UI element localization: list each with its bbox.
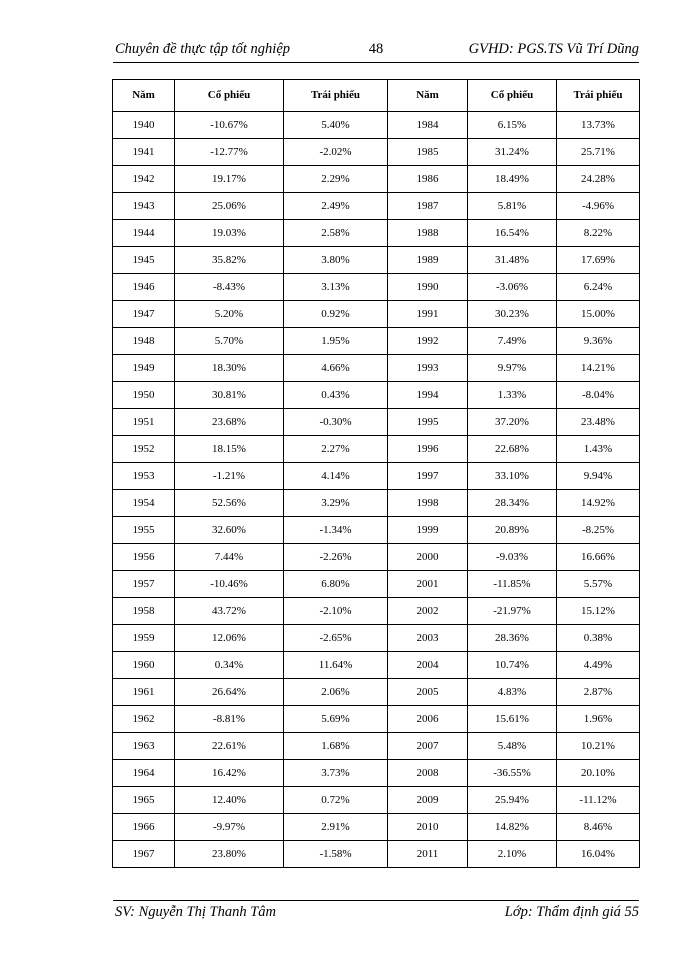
table-cell: -8.43%	[175, 274, 284, 301]
thesis-title: Chuyên đề thực tập tốt nghiệp	[115, 41, 291, 57]
supervisor: GVHD: PGS.TS Vũ Trí Dũng	[468, 41, 639, 57]
table-row	[113, 463, 640, 490]
table-cell: 4.83%	[468, 679, 557, 706]
table-cell: 14.21%	[557, 355, 640, 382]
table-cell: 2009	[388, 787, 468, 814]
table-cell: 16.42%	[175, 760, 284, 787]
table-cell: 4.14%	[284, 463, 388, 490]
table-cell: -1.21%	[175, 463, 284, 490]
table-cell: 16.04%	[557, 841, 640, 868]
table-row	[113, 841, 640, 868]
table-header-row	[113, 80, 640, 112]
table-cell: 28.34%	[468, 490, 557, 517]
table-cell: 2.87%	[557, 679, 640, 706]
table-cell: 1.68%	[284, 733, 388, 760]
table-cell: -10.67%	[175, 112, 284, 139]
table-cell: -21.97%	[468, 598, 557, 625]
table-cell: -4.96%	[557, 193, 640, 220]
student-name: SV: Nguyễn Thị Thanh Tâm	[115, 904, 276, 920]
table-cell: 3.29%	[284, 490, 388, 517]
table-cell: 0.43%	[284, 382, 388, 409]
table-row	[113, 490, 640, 517]
table-cell: 1952	[113, 436, 175, 463]
table-cell: -9.03%	[468, 544, 557, 571]
table-cell: 13.73%	[557, 112, 640, 139]
table-cell: 31.48%	[468, 247, 557, 274]
table-cell: 1992	[388, 328, 468, 355]
table-cell: 2.27%	[284, 436, 388, 463]
table-row	[113, 382, 640, 409]
table-cell: 15.61%	[468, 706, 557, 733]
table-cell: -10.46%	[175, 571, 284, 598]
table-cell: 2.10%	[468, 841, 557, 868]
table-cell: 5.48%	[468, 733, 557, 760]
table-cell: 1959	[113, 625, 175, 652]
page-footer	[113, 900, 639, 923]
table-cell: 19.03%	[175, 220, 284, 247]
table-cell: 2010	[388, 814, 468, 841]
table-cell: 12.06%	[175, 625, 284, 652]
table-row	[113, 625, 640, 652]
table-cell: 1.96%	[557, 706, 640, 733]
table-cell: -0.30%	[284, 409, 388, 436]
table-cell: 9.36%	[557, 328, 640, 355]
table-cell: 1.95%	[284, 328, 388, 355]
table-cell: 14.82%	[468, 814, 557, 841]
table-cell: 1949	[113, 355, 175, 382]
class-name: Lớp: Thẩm định giá 55	[504, 904, 639, 920]
table-cell: 2011	[388, 841, 468, 868]
table-cell: 18.15%	[175, 436, 284, 463]
table-cell: 6.80%	[284, 571, 388, 598]
table-cell: 1985	[388, 139, 468, 166]
table-cell: 2004	[388, 652, 468, 679]
table-cell: 17.69%	[557, 247, 640, 274]
table-cell: 1955	[113, 517, 175, 544]
table-row	[113, 733, 640, 760]
table-cell: 25.06%	[175, 193, 284, 220]
table-cell: 30.23%	[468, 301, 557, 328]
table-cell: 6.15%	[468, 112, 557, 139]
table-cell: 1988	[388, 220, 468, 247]
table-cell: 1986	[388, 166, 468, 193]
table-row	[113, 544, 640, 571]
table-body	[113, 112, 640, 868]
table-row	[113, 193, 640, 220]
table-cell: -11.12%	[557, 787, 640, 814]
table-row	[113, 274, 640, 301]
table-cell: -3.06%	[468, 274, 557, 301]
table-row	[113, 355, 640, 382]
table-cell: 15.12%	[557, 598, 640, 625]
table-cell: 7.44%	[175, 544, 284, 571]
table-cell: 1990	[388, 274, 468, 301]
table-cell: 1946	[113, 274, 175, 301]
table-cell: 5.20%	[175, 301, 284, 328]
table-cell: 5.40%	[284, 112, 388, 139]
table-cell: 0.72%	[284, 787, 388, 814]
table-cell: 1947	[113, 301, 175, 328]
table-cell: 14.92%	[557, 490, 640, 517]
table-cell: -1.34%	[284, 517, 388, 544]
table-cell: -2.10%	[284, 598, 388, 625]
table-row	[113, 598, 640, 625]
table-row	[113, 112, 640, 139]
table-cell: 28.36%	[468, 625, 557, 652]
table-cell: 1999	[388, 517, 468, 544]
table-cell: 3.73%	[284, 760, 388, 787]
table-cell: 23.80%	[175, 841, 284, 868]
table-row	[113, 679, 640, 706]
table-cell: -2.65%	[284, 625, 388, 652]
table-cell: 2003	[388, 625, 468, 652]
table-cell: -11.85%	[468, 571, 557, 598]
table-cell: 25.94%	[468, 787, 557, 814]
table-row	[113, 328, 640, 355]
table-cell: 22.61%	[175, 733, 284, 760]
table-cell: 1958	[113, 598, 175, 625]
table-cell: 5.57%	[557, 571, 640, 598]
table-cell: 33.10%	[468, 463, 557, 490]
table-cell: 3.13%	[284, 274, 388, 301]
table-cell: 1964	[113, 760, 175, 787]
table-cell: 2002	[388, 598, 468, 625]
table-cell: -1.58%	[284, 841, 388, 868]
table-cell: 5.70%	[175, 328, 284, 355]
table-cell: 1998	[388, 490, 468, 517]
table-cell: 43.72%	[175, 598, 284, 625]
table-cell: 16.66%	[557, 544, 640, 571]
table-cell: 1991	[388, 301, 468, 328]
table-cell: 8.22%	[557, 220, 640, 247]
table-row	[113, 814, 640, 841]
table-cell: 52.56%	[175, 490, 284, 517]
table-cell: 1997	[388, 463, 468, 490]
column-header: Cổ phiếu	[468, 80, 557, 112]
table-cell: 1994	[388, 382, 468, 409]
table-cell: 2006	[388, 706, 468, 733]
table-cell: 3.80%	[284, 247, 388, 274]
table-cell: 18.30%	[175, 355, 284, 382]
page-header	[113, 40, 639, 63]
table-cell: 1957	[113, 571, 175, 598]
table-row	[113, 409, 640, 436]
table-cell: 1995	[388, 409, 468, 436]
column-header: Trái phiếu	[557, 80, 640, 112]
table-cell: 4.66%	[284, 355, 388, 382]
table-cell: 1966	[113, 814, 175, 841]
table-cell: 9.97%	[468, 355, 557, 382]
table-cell: 1960	[113, 652, 175, 679]
table-cell: 1948	[113, 328, 175, 355]
table-cell: 1.43%	[557, 436, 640, 463]
table-cell: 1987	[388, 193, 468, 220]
table-cell: 1940	[113, 112, 175, 139]
table-cell: -8.81%	[175, 706, 284, 733]
table-cell: 1954	[113, 490, 175, 517]
table-cell: -8.04%	[557, 382, 640, 409]
table-cell: 2.06%	[284, 679, 388, 706]
table-row	[113, 139, 640, 166]
table-cell: 2007	[388, 733, 468, 760]
table-cell: 23.68%	[175, 409, 284, 436]
table-cell: 20.10%	[557, 760, 640, 787]
table-cell: 1950	[113, 382, 175, 409]
column-header: Năm	[388, 80, 468, 112]
table-row	[113, 760, 640, 787]
table-cell: 1943	[113, 193, 175, 220]
table-cell: 1961	[113, 679, 175, 706]
table-cell: 7.49%	[468, 328, 557, 355]
table-cell: -9.97%	[175, 814, 284, 841]
table-cell: 24.28%	[557, 166, 640, 193]
column-header: Cổ phiếu	[175, 80, 284, 112]
table-cell: 1944	[113, 220, 175, 247]
table-cell: 11.64%	[284, 652, 388, 679]
table-cell: 2005	[388, 679, 468, 706]
table-cell: 5.69%	[284, 706, 388, 733]
table-cell: 0.38%	[557, 625, 640, 652]
table-cell: 1945	[113, 247, 175, 274]
table-cell: 22.68%	[468, 436, 557, 463]
table-cell: 1942	[113, 166, 175, 193]
table-row	[113, 301, 640, 328]
table-cell: 1996	[388, 436, 468, 463]
column-header: Trái phiếu	[284, 80, 388, 112]
table-row	[113, 571, 640, 598]
table-cell: 19.17%	[175, 166, 284, 193]
table-cell: 1956	[113, 544, 175, 571]
table-cell: 30.81%	[175, 382, 284, 409]
page-number: 48	[368, 41, 384, 57]
table-cell: 8.46%	[557, 814, 640, 841]
table-row	[113, 787, 640, 814]
table-row	[113, 247, 640, 274]
table-cell: 23.48%	[557, 409, 640, 436]
table-cell: 1984	[388, 112, 468, 139]
table-cell: -2.02%	[284, 139, 388, 166]
table-cell: 0.92%	[284, 301, 388, 328]
table-cell: 1.33%	[468, 382, 557, 409]
table-cell: 1965	[113, 787, 175, 814]
table-cell: 18.49%	[468, 166, 557, 193]
table-cell: 9.94%	[557, 463, 640, 490]
table-cell: 6.24%	[557, 274, 640, 301]
table-cell: 2.91%	[284, 814, 388, 841]
table-row	[113, 166, 640, 193]
table-cell: 10.21%	[557, 733, 640, 760]
table-cell: 1993	[388, 355, 468, 382]
table-cell: 37.20%	[468, 409, 557, 436]
table-cell: 2.49%	[284, 193, 388, 220]
column-header: Năm	[113, 80, 175, 112]
table-cell: 1951	[113, 409, 175, 436]
table-cell: 2.29%	[284, 166, 388, 193]
table-cell: 2000	[388, 544, 468, 571]
returns-table	[112, 79, 640, 868]
table-cell: 1989	[388, 247, 468, 274]
table-cell: -8.25%	[557, 517, 640, 544]
table-cell: 16.54%	[468, 220, 557, 247]
table-cell: 25.71%	[557, 139, 640, 166]
table-row	[113, 652, 640, 679]
table-cell: 20.89%	[468, 517, 557, 544]
table-cell: 10.74%	[468, 652, 557, 679]
table-cell: 1967	[113, 841, 175, 868]
table-cell: 0.34%	[175, 652, 284, 679]
table-cell: -12.77%	[175, 139, 284, 166]
table-cell: 1953	[113, 463, 175, 490]
table-cell: 4.49%	[557, 652, 640, 679]
table-row	[113, 706, 640, 733]
table-cell: 2001	[388, 571, 468, 598]
table-cell: 5.81%	[468, 193, 557, 220]
table-cell: 32.60%	[175, 517, 284, 544]
table-cell: 26.64%	[175, 679, 284, 706]
table-row	[113, 436, 640, 463]
table-cell: -36.55%	[468, 760, 557, 787]
table-cell: 12.40%	[175, 787, 284, 814]
table-cell: 1941	[113, 139, 175, 166]
table-cell: 1962	[113, 706, 175, 733]
table-cell: 35.82%	[175, 247, 284, 274]
table-cell: 31.24%	[468, 139, 557, 166]
table-cell: 15.00%	[557, 301, 640, 328]
table-row	[113, 220, 640, 247]
table-row	[113, 517, 640, 544]
table-cell: 2008	[388, 760, 468, 787]
table-cell: -2.26%	[284, 544, 388, 571]
table-cell: 1963	[113, 733, 175, 760]
table-cell: 2.58%	[284, 220, 388, 247]
